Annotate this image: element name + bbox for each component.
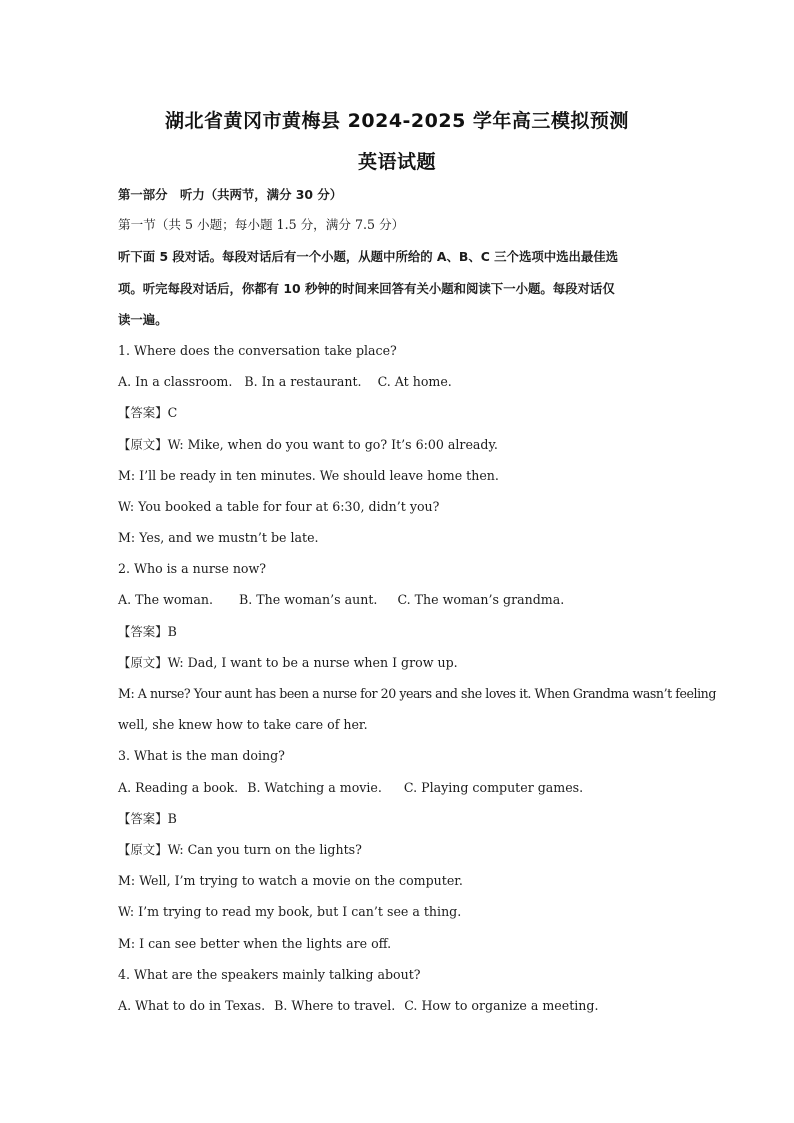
transcript-2-line-3: well, she knew how to take care of her. [118, 717, 368, 732]
option-b: B. The woman’s aunt. [239, 592, 378, 607]
transcript-2-line-1 [118, 654, 688, 672]
transcript-text: W: Can you turn on the lights? [167, 842, 362, 857]
options-3 [118, 779, 688, 797]
option-a: A. The woman. [118, 592, 213, 607]
transcript-tag: 【原文】 [118, 842, 168, 857]
option-a: A. In a classroom. [118, 374, 233, 389]
answer-tag: 【答案】 [118, 624, 168, 639]
transcript-2-line-2: M: A nurse? Your aunt has been a nurse for 20 years and she loves it. When Grandma wasn’t feeling [118, 686, 716, 701]
answer-value: C [167, 405, 178, 420]
page-title: 湖北省黄冈市黄梅县 2024-2025 学年高三模拟预测 [165, 110, 629, 132]
answer-tag: 【答案】 [118, 811, 168, 826]
instructions-line-1: 听下面 5 段对话。每段对话后有一个小题，从题中所给的 A、B、C 三个选项中选出最佳选 [118, 249, 619, 264]
transcript-text: W: Dad, I want to be a nurse when I grow up. [167, 655, 458, 670]
option-b: B. In a restaurant. [244, 374, 362, 389]
transcript-1-line-3: W: You booked a table for four at 6:30, didn’t you? [118, 499, 440, 514]
option-a: A. What to do in Texas. [118, 998, 266, 1013]
option-c: C. At home. [377, 374, 452, 389]
transcript-3-line-2: M: Well, I’m trying to watch a movie on the computer. [118, 873, 463, 888]
page-subtitle: 英语试题 [357, 151, 436, 173]
transcript-1-line-1 [118, 436, 688, 454]
question-2: 2. Who is a nurse now? [118, 561, 267, 576]
transcript-1-line-2: M: I’ll be ready in ten minutes. We should leave home then. [118, 468, 499, 483]
answer-1 [118, 404, 688, 422]
transcript-1-line-4: M: Yes, and we mustn’t be late. [118, 530, 319, 545]
transcript-tag: 【原文】 [118, 437, 168, 452]
option-a: A. Reading a book. [118, 780, 239, 795]
section-heading: 第一节（共 5 小题；每小题 1.5 分，满分 7.5 分） [118, 217, 405, 232]
answer-2 [118, 623, 688, 641]
transcript-3-line-1 [118, 841, 688, 859]
transcript-3-line-4: M: I can see better when the lights are off. [118, 936, 392, 951]
answer-value: B [167, 811, 177, 826]
question-1: 1. Where does the conversation take place? [118, 343, 397, 358]
option-c: C. Playing computer games. [403, 780, 584, 795]
options-1 [118, 373, 688, 391]
option-c: C. How to organize a meeting. [404, 998, 599, 1013]
question-3: 3. What is the man doing? [118, 748, 285, 763]
options-4 [118, 997, 688, 1015]
option-b: B. Where to travel. [274, 998, 396, 1013]
part-heading: 第一部分 听力（共两节，满分 30 分） [118, 187, 343, 202]
transcript-3-line-3: W: I’m trying to read my book, but I can’t see a thing. [118, 904, 462, 919]
options-2 [118, 591, 688, 609]
transcript-tag: 【原文】 [118, 655, 168, 670]
option-b: B. Watching a movie. [247, 780, 382, 795]
answer-3 [118, 810, 688, 828]
option-c: C. The woman’s grandma. [397, 592, 565, 607]
question-4: 4. What are the speakers mainly talking about? [118, 967, 421, 982]
answer-value: B [167, 624, 177, 639]
transcript-text: W: Mike, when do you want to go? It’s 6:00 already. [167, 437, 498, 452]
instructions-line-3: 读一遍。 [118, 312, 168, 327]
answer-tag: 【答案】 [118, 405, 168, 420]
instructions-line-2: 项。听完每段对话后，你都有 10 秒钟的时间来回答有关小题和阅读下一小题。每段对话仅 [118, 281, 615, 296]
